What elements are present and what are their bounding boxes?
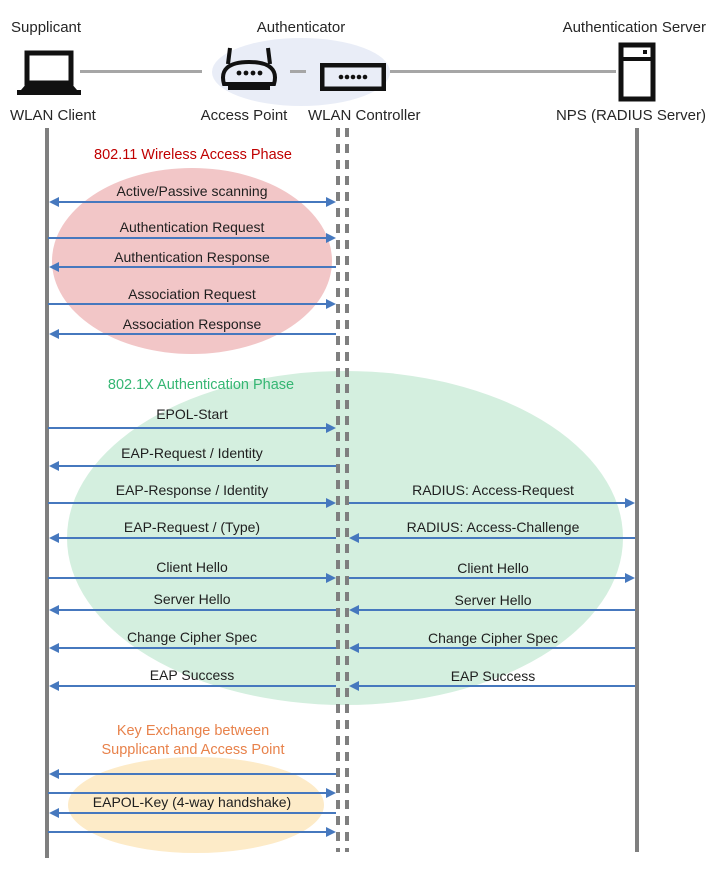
message-arrow-right — [48, 303, 326, 305]
message-arrow-right — [48, 577, 326, 579]
connector-controller-server — [390, 70, 616, 73]
message-arrow-left — [59, 609, 336, 611]
laptop-icon — [15, 50, 83, 100]
message-label: Server Hello — [454, 592, 532, 608]
message-label: RADIUS: Access-Request — [412, 482, 574, 498]
message-label: Active/Passive scanning — [116, 183, 268, 199]
message-arrow-right — [48, 237, 326, 239]
message-label: EPOL-Start — [156, 406, 228, 422]
server-icon — [618, 42, 656, 102]
controller-lifeline-right — [345, 128, 349, 852]
connector-ap-controller — [290, 70, 306, 73]
message-label: Client Hello — [457, 560, 529, 576]
message-label: Authentication Request — [119, 219, 265, 235]
message-arrow-right — [349, 577, 625, 579]
message-arrow-left — [359, 685, 635, 687]
message-arrow-right — [48, 427, 326, 429]
access-point-label: Access Point — [200, 107, 288, 124]
message-arrow-both — [59, 201, 326, 203]
supplicant-role-label: Supplicant — [11, 19, 82, 36]
nps-radius-server-label: NPS (RADIUS Server) — [555, 107, 706, 124]
phase2-title: 802.1X Authentication Phase — [107, 377, 295, 393]
message-arrow-left — [59, 647, 336, 649]
message-label: EAP-Request / (Type) — [123, 519, 261, 535]
message-arrow-left — [359, 609, 635, 611]
message-arrow-left — [59, 685, 336, 687]
message-label: Client Hello — [156, 559, 228, 575]
connector-client-ap — [80, 70, 202, 73]
message-label: EAP Success — [149, 667, 235, 683]
eapol-key-arrow-4 — [48, 831, 326, 833]
message-label: EAPOL-Key (4-way handshake) — [92, 794, 292, 810]
message-arrow-right — [349, 502, 625, 504]
wlan-controller-label: WLAN Controller — [308, 107, 421, 124]
message-label: EAP-Request / Identity — [121, 445, 263, 461]
authenticator-role-label: Authenticator — [256, 19, 346, 36]
message-arrow-left — [59, 465, 336, 467]
message-label: EAP Success — [450, 668, 536, 684]
auth-server-role-label: Authentication Server — [562, 19, 706, 36]
phase3-title-line1: Key Exchange between — [116, 723, 270, 739]
access-point-icon — [216, 46, 282, 94]
message-label: Change Cipher Spec — [428, 630, 558, 646]
phase1-title: 802.11 Wireless Access Phase — [94, 147, 292, 163]
message-label: Association Response — [122, 316, 262, 332]
message-label: EAP-Response / Identity — [115, 482, 269, 498]
message-label: RADIUS: Access-Challenge — [406, 519, 580, 535]
message-arrow-left — [359, 647, 635, 649]
message-label: Change Cipher Spec — [127, 629, 257, 645]
message-arrow-left — [59, 537, 336, 539]
wlan-client-label: WLAN Client — [10, 107, 96, 124]
message-arrow-left — [359, 537, 635, 539]
wlan-controller-icon — [320, 63, 386, 91]
message-arrow-left — [59, 333, 336, 335]
message-label: Association Request — [128, 286, 256, 302]
message-arrow-left — [59, 266, 336, 268]
eapol-key-arrow-1 — [59, 773, 336, 775]
message-arrow-right — [48, 502, 326, 504]
message-label: Authentication Response — [114, 249, 270, 265]
message-label: Server Hello — [153, 591, 231, 607]
phase3-title-line2: Supplicant and Access Point — [101, 742, 285, 758]
eapol-key-arrow-3 — [59, 812, 336, 814]
